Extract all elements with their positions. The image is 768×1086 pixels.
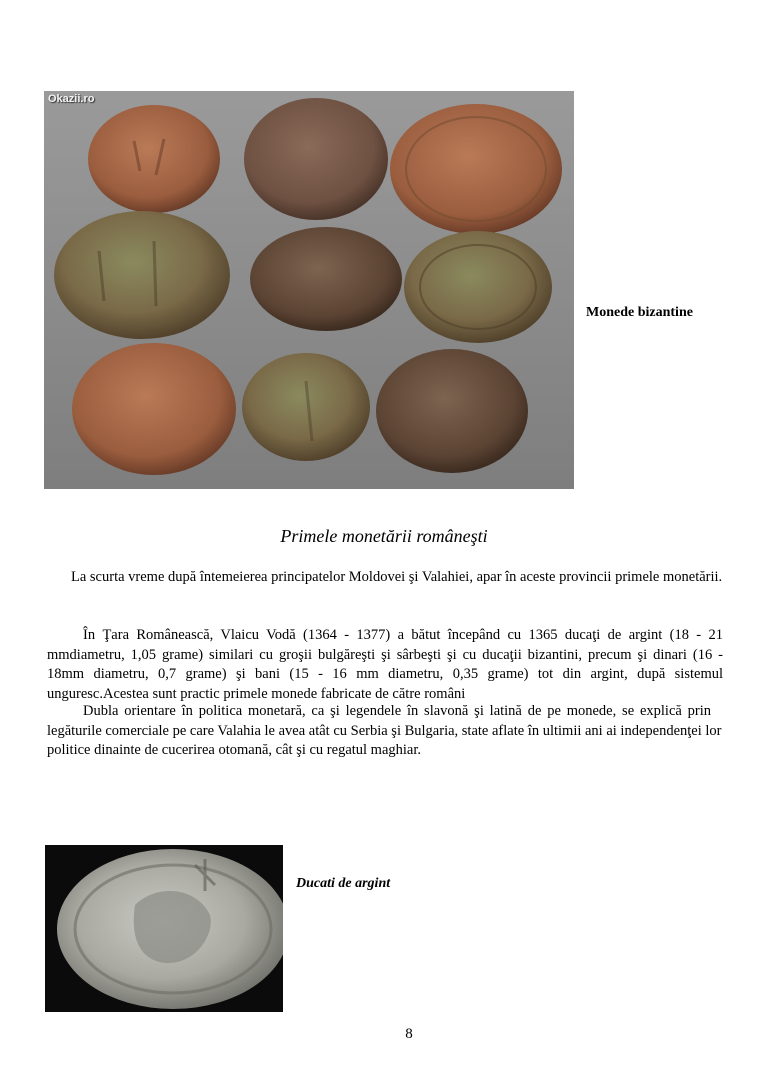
coin (72, 343, 236, 475)
watermark-text: Okazii.ro (48, 93, 95, 105)
paragraph-orientation (47, 702, 723, 761)
paragraph-orientation-line2: legăturile comerciale pe care Valahia le avea atât cu Serbia şi Bulgaria, state aflate în ultimii ani ai independenţei lor politice dinainte de cucerirea otomană, cât şi cu regatul maghiar. (47, 722, 722, 758)
coin (376, 349, 528, 473)
coins-illustration (44, 91, 574, 489)
silver-ducat-photo (45, 845, 283, 1012)
paragraph-vlaicu-text: În Ţara Românească, Vlaicu Vodă (1364 - 1377) a bătut începând cu 1365 ducaţi de argint (18 - 21 mmdiametru, 1,05 grame) similari cu groşii bulgăreşti şi sârbeşti şi cu ducaţii bizantini, precum şi dinari (16 - 18mm diametru, 0,7 grame) şi bani (15 - 16 mm diametru, 0,35 grame) tot din argint, după sistemul unguresc.Acestea sunt practic primele monede fabricate de către români (47, 627, 723, 702)
paragraph-intro-text: La scurta vreme după întemeierea principatelor Moldovei şi Valahiei, apar în aceste provincii primele monetării. (71, 569, 723, 585)
paragraph-vlaicu (47, 626, 723, 704)
coin (88, 105, 220, 213)
section-title: Primele monetării româneşti (280, 526, 488, 546)
paragraph-orientation-line1: Dubla orientare în politica monetară, ca şi legendele în slavonă şi latină de pe monede, se explică prin (83, 703, 711, 719)
coin (390, 104, 562, 234)
coin (404, 231, 552, 343)
byzantine-coins-photo (44, 91, 574, 489)
coin (244, 98, 388, 220)
coin (54, 211, 230, 339)
page-number: 8 (405, 1026, 413, 1042)
silver-coin-illustration (45, 845, 283, 1012)
caption-silver-ducats: Ducati de argint (296, 876, 391, 891)
coin (250, 227, 402, 331)
coin (242, 353, 370, 461)
paragraph-intro (47, 568, 723, 588)
caption-byzantine-coins: Monede bizantine (586, 305, 693, 320)
